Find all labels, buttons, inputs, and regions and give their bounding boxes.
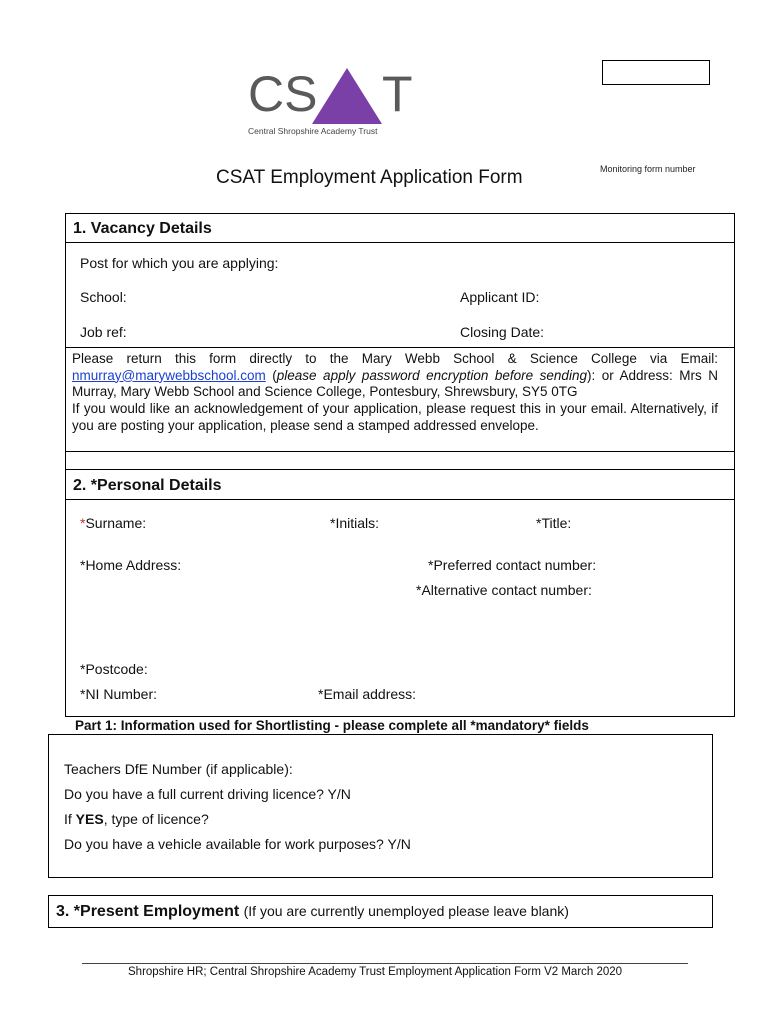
vacancy-details-heading: 1. Vacancy Details <box>73 220 212 237</box>
return-text-1: Please return this form directly to the Mary Webb School & Science College via Email: <box>72 351 718 366</box>
licence-type-suffix: , type of licence? <box>103 811 209 827</box>
licence-type-yes: YES <box>75 811 104 827</box>
return-text-2c: ): or Address: Mrs N Murray, Mary Webb School and Science College, Pontesbury, Shrewsbury, SY5 0TG <box>72 367 718 400</box>
logo-text-left: CS <box>248 66 318 122</box>
acknowledgement-text: If you would like an acknowledgement of your application, please request this in your email. Alternatively, if you are posting your application, please send a stamped addressed envelope. <box>72 401 718 433</box>
shortlisting-box <box>48 734 713 878</box>
driving-licence-label: Do you have a full current driving licence? Y/N <box>64 786 351 802</box>
present-employment-heading <box>56 903 569 921</box>
page-title: CSAT Employment Application Form <box>216 167 523 188</box>
divider-line <box>65 347 735 348</box>
footer-divider <box>82 963 688 964</box>
title-label: *Title: <box>536 515 572 531</box>
post-label: Post for which you are applying: <box>80 255 279 271</box>
licence-type-label <box>64 811 209 827</box>
email-address-label: *Email address: <box>318 686 417 702</box>
initials-label: *Initials: <box>330 515 380 531</box>
home-address-label: *Home Address: <box>80 557 182 573</box>
monitoring-number-label: Monitoring form number <box>600 164 696 174</box>
part1-heading: Part 1: Information used for Shortlisting - please complete all *mandatory* fields <box>75 718 589 733</box>
monitoring-number-field[interactable] <box>602 60 710 85</box>
return-instructions <box>72 351 718 435</box>
preferred-contact-label: *Preferred contact number: <box>428 557 597 573</box>
alternative-contact-label: *Alternative contact number: <box>416 582 592 598</box>
logo-text-right: T <box>382 66 413 122</box>
email-link[interactable]: nmurray@marywebbschool.com <box>72 367 266 383</box>
licence-type-prefix: If <box>64 811 76 827</box>
surname-label <box>80 515 146 531</box>
footer-text: Shropshire HR; Central Shropshire Academy Trust Employment Application Form V2 March 2020 <box>128 966 623 978</box>
surname-label-text: Surname: <box>85 515 147 531</box>
personal-details-heading: 2. *Personal Details <box>73 477 222 494</box>
closing-date-label: Closing Date: <box>460 324 545 340</box>
surname-star: * <box>80 515 86 531</box>
school-label: School: <box>80 289 127 305</box>
divider-line <box>65 451 735 452</box>
encryption-note: please apply password encryption before sending <box>276 367 587 383</box>
ni-number-label: *NI Number: <box>80 686 158 702</box>
applicant-id-label: Applicant ID: <box>460 289 540 305</box>
triangle-logo-mark <box>310 66 384 126</box>
logo-subtitle: Central Shropshire Academy Trust <box>248 126 378 136</box>
vehicle-label: Do you have a vehicle available for work purposes? Y/N <box>64 836 411 852</box>
return-text-2a: ( <box>272 367 277 383</box>
present-employment-title: 3. *Present Employment <box>56 903 240 920</box>
personal-details-box <box>65 499 735 717</box>
dfe-number-label: Teachers DfE Number (if applicable): <box>64 761 293 777</box>
job-ref-label: Job ref: <box>80 324 127 340</box>
present-employment-note: (If you are currently unemployed please leave blank) <box>243 903 569 919</box>
postcode-label: *Postcode: <box>80 661 148 677</box>
